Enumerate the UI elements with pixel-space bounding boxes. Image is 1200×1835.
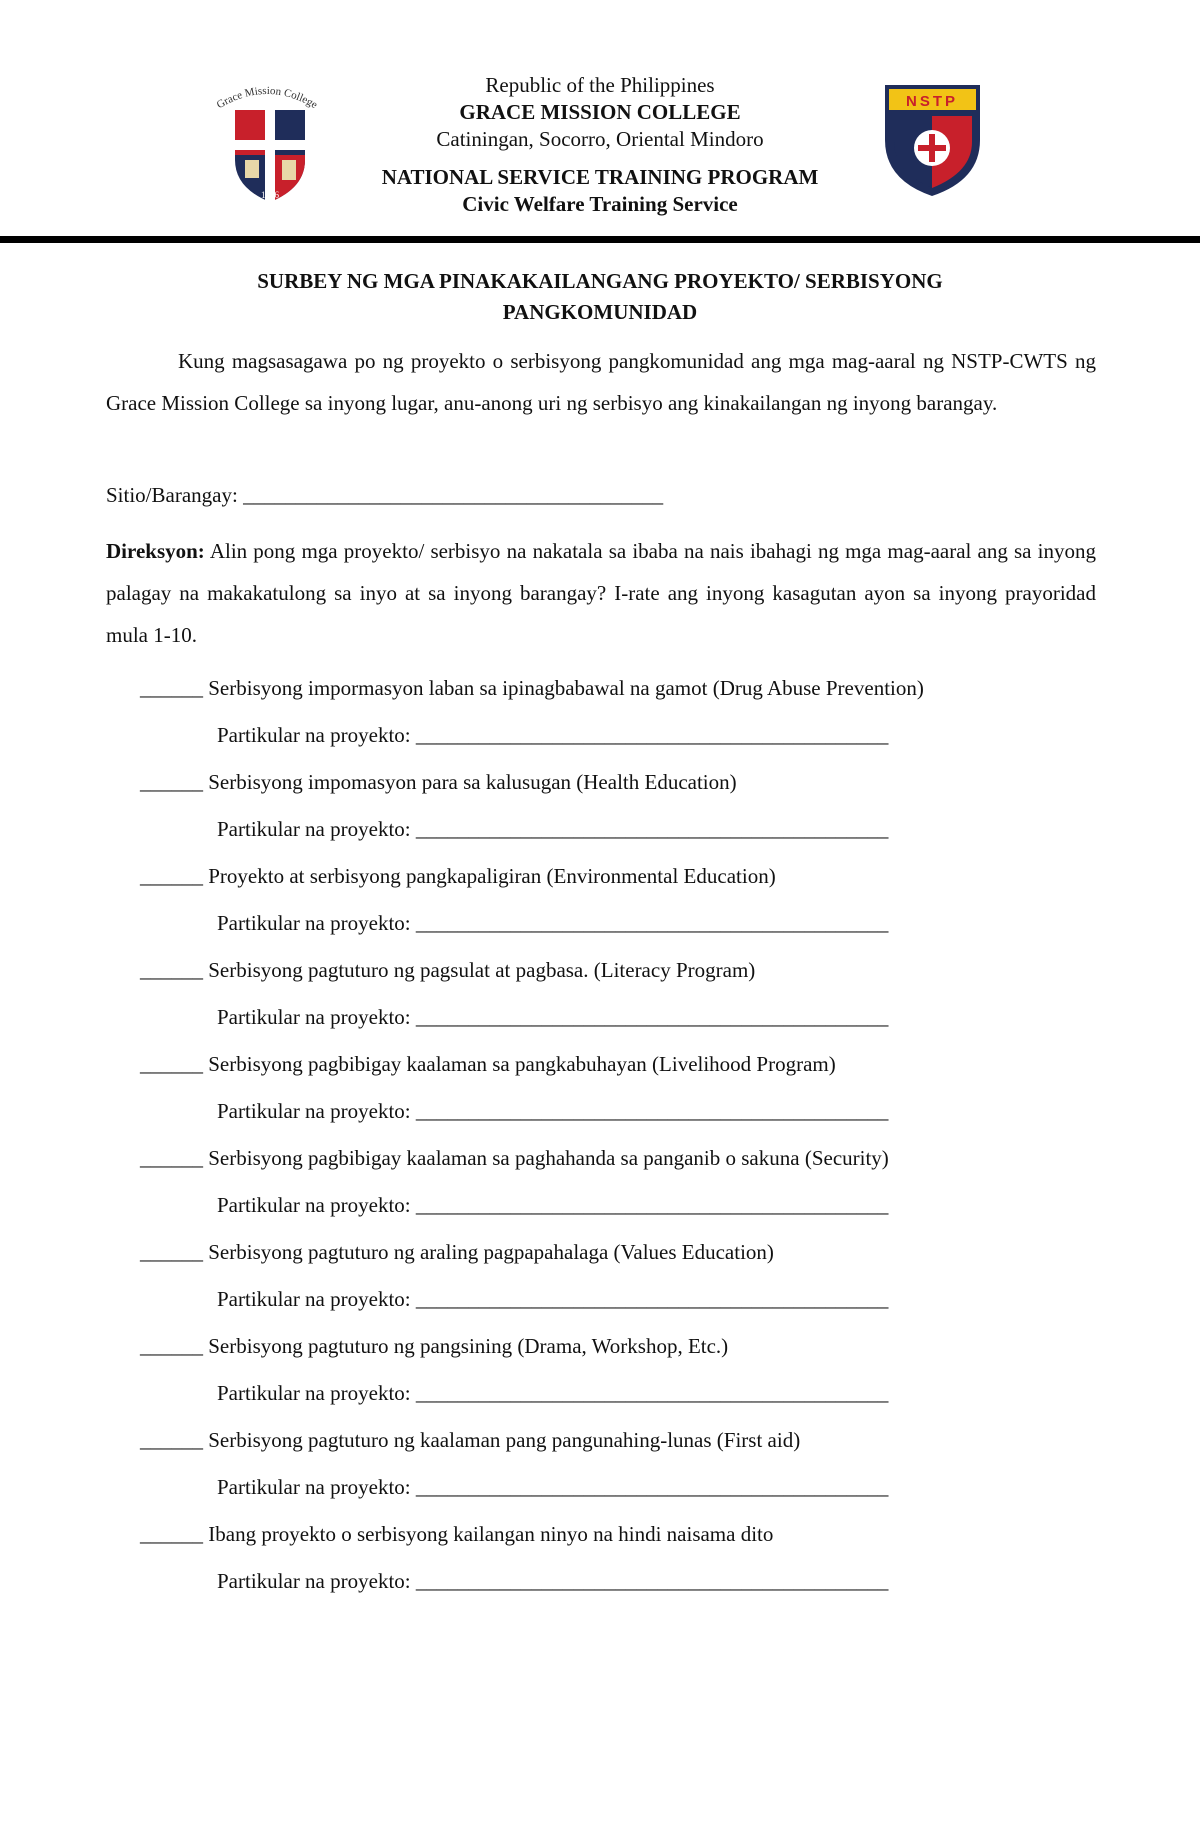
rank-blank[interactable]: ______ bbox=[140, 770, 203, 794]
particular-project-label: Partikular na proyekto: bbox=[217, 1381, 411, 1405]
particular-project-blank[interactable]: _____________________________________________ bbox=[415, 817, 889, 841]
survey-item-label: Proyekto at serbisyong pangkapaligiran (Environmental Education) bbox=[208, 864, 776, 888]
rank-blank[interactable]: ______ bbox=[140, 1428, 203, 1452]
survey-title-line-1: SURBEY NG MGA PINAKAKAILANGANG PROYEKTO/ SERBISYONG bbox=[257, 269, 943, 293]
rank-blank[interactable]: ______ bbox=[140, 1522, 203, 1546]
particular-project-blank[interactable]: _____________________________________________ bbox=[415, 723, 889, 747]
svg-text:1976: 1976 bbox=[261, 190, 279, 200]
particular-project-blank[interactable]: _____________________________________________ bbox=[415, 1005, 889, 1029]
survey-item-line bbox=[140, 1514, 1040, 1554]
rank-blank[interactable]: ______ bbox=[140, 1334, 203, 1358]
program-component: Civic Welfare Training Service bbox=[462, 192, 738, 216]
college-address: Catiningan, Socorro, Oriental Mindoro bbox=[436, 127, 764, 151]
college-name: GRACE MISSION COLLEGE bbox=[459, 100, 741, 124]
survey-item bbox=[140, 1044, 1040, 1138]
svg-text:Grace Mission College: Grace Mission College bbox=[214, 84, 320, 112]
survey-item bbox=[140, 762, 1040, 856]
survey-item-label: Serbisyong pagbibigay kaalaman sa pangkabuhayan (Livelihood Program) bbox=[208, 1052, 836, 1076]
survey-item-line bbox=[140, 1138, 1040, 1178]
particular-project-blank[interactable]: _____________________________________________ bbox=[415, 911, 889, 935]
survey-item-label: Serbisyong pagtuturo ng araling pagpapahalaga (Values Education) bbox=[208, 1240, 774, 1264]
particular-project-label: Partikular na proyekto: bbox=[217, 1569, 411, 1593]
survey-items-list bbox=[140, 668, 1040, 1608]
intro-paragraph: Kung magsasagawa po ng proyekto o serbisyong pangkomunidad ang mga mag-aaral ng NSTP-CWTS ng Grace Mission College sa inyong lugar, anu-anong uri ng serbisyo ang kinakailangan ng inyong barangay. bbox=[106, 349, 1096, 415]
particular-project-blank[interactable]: _____________________________________________ bbox=[415, 1381, 889, 1405]
letterhead bbox=[330, 72, 870, 218]
survey-item-line bbox=[140, 1420, 1040, 1460]
particular-project-field[interactable] bbox=[140, 1554, 1040, 1608]
particular-project-field[interactable] bbox=[140, 708, 1040, 762]
survey-item-label: Serbisyong pagtuturo ng pagsulat at pagbasa. (Literacy Program) bbox=[208, 958, 756, 982]
particular-project-label: Partikular na proyekto: bbox=[217, 723, 411, 747]
survey-item-label: Serbisyong pagbibigay kaalaman sa paghahanda sa panganib o sakuna (Security) bbox=[208, 1146, 889, 1170]
survey-title-line-2: PANGKOMUNIDAD bbox=[502, 300, 698, 324]
survey-item-label: Ibang proyekto o serbisyong kailangan ninyo na hindi naisama dito bbox=[208, 1522, 774, 1546]
header-divider bbox=[0, 236, 1200, 243]
survey-item-line bbox=[140, 856, 1040, 896]
particular-project-blank[interactable]: _____________________________________________ bbox=[415, 1193, 889, 1217]
survey-item-line bbox=[140, 950, 1040, 990]
directions-paragraph bbox=[106, 530, 1096, 656]
particular-project-field[interactable] bbox=[140, 896, 1040, 950]
survey-item-label: Serbisyong pagtuturo ng kaalaman pang pangunahing-lunas (First aid) bbox=[208, 1428, 801, 1452]
survey-item-line bbox=[140, 668, 1040, 708]
directions-label: Direksyon: bbox=[106, 539, 205, 563]
survey-item-label: Serbisyong impormasyon laban sa ipinagbabawal na gamot (Drug Abuse Prevention) bbox=[208, 676, 924, 700]
directions-text: Alin pong mga proyekto/ serbisyo na nakatala sa ibaba na nais ibahagi ng mga mag-aaral ang sa inyong palagay na makakatulong sa inyo at sa inyong barangay? I-rate ang inyong kasagutan ayon sa inyong prayoridad mula 1-10. bbox=[106, 539, 1096, 647]
particular-project-field[interactable] bbox=[140, 1084, 1040, 1138]
survey-item bbox=[140, 856, 1040, 950]
particular-project-blank[interactable]: _____________________________________________ bbox=[415, 1475, 889, 1499]
survey-item-label: Serbisyong pagtuturo ng pangsining (Drama, Workshop, Etc.) bbox=[208, 1334, 729, 1358]
particular-project-field[interactable] bbox=[140, 1460, 1040, 1514]
particular-project-label: Partikular na proyekto: bbox=[217, 1287, 411, 1311]
particular-project-label: Partikular na proyekto: bbox=[217, 1005, 411, 1029]
particular-project-field[interactable] bbox=[140, 990, 1040, 1044]
survey-item bbox=[140, 950, 1040, 1044]
particular-project-field[interactable] bbox=[140, 802, 1040, 856]
survey-item bbox=[140, 1232, 1040, 1326]
survey-item-line bbox=[140, 1232, 1040, 1272]
survey-item bbox=[140, 1420, 1040, 1514]
sitio-label: Sitio/Barangay: bbox=[106, 483, 238, 507]
rank-blank[interactable]: ______ bbox=[140, 958, 203, 982]
rank-blank[interactable]: ______ bbox=[140, 676, 203, 700]
survey-item-line bbox=[140, 762, 1040, 802]
rank-blank[interactable]: ______ bbox=[140, 1240, 203, 1264]
particular-project-blank[interactable]: _____________________________________________ bbox=[415, 1569, 889, 1593]
sitio-blank[interactable]: ________________________________________ bbox=[243, 483, 664, 507]
particular-project-blank[interactable]: _____________________________________________ bbox=[415, 1099, 889, 1123]
survey-item-line bbox=[140, 1044, 1040, 1084]
survey-item-line bbox=[140, 1326, 1040, 1366]
survey-item bbox=[140, 1514, 1040, 1608]
particular-project-label: Partikular na proyekto: bbox=[217, 1099, 411, 1123]
survey-item bbox=[140, 1138, 1040, 1232]
country-line: Republic of the Philippines bbox=[485, 73, 715, 97]
particular-project-field[interactable] bbox=[140, 1366, 1040, 1420]
particular-project-label: Partikular na proyekto: bbox=[217, 1193, 411, 1217]
particular-project-field[interactable] bbox=[140, 1178, 1040, 1232]
survey-item bbox=[140, 668, 1040, 762]
particular-project-label: Partikular na proyekto: bbox=[217, 817, 411, 841]
grace-mission-college-logo bbox=[205, 80, 330, 205]
svg-text:NSTP: NSTP bbox=[905, 93, 959, 110]
particular-project-blank[interactable]: _____________________________________________ bbox=[415, 1287, 889, 1311]
survey-item-label: Serbisyong impomasyon para sa kalusugan (Health Education) bbox=[208, 770, 737, 794]
particular-project-field[interactable] bbox=[140, 1272, 1040, 1326]
particular-project-label: Partikular na proyekto: bbox=[217, 911, 411, 935]
particular-project-label: Partikular na proyekto: bbox=[217, 1475, 411, 1499]
program-name: NATIONAL SERVICE TRAINING PROGRAM bbox=[381, 165, 819, 189]
nstp-logo bbox=[880, 80, 985, 200]
survey-item bbox=[140, 1326, 1040, 1420]
sitio-barangay-field[interactable] bbox=[106, 475, 663, 515]
survey-title bbox=[150, 266, 1050, 328]
rank-blank[interactable]: ______ bbox=[140, 1052, 203, 1076]
rank-blank[interactable]: ______ bbox=[140, 864, 203, 888]
rank-blank[interactable]: ______ bbox=[140, 1146, 203, 1170]
